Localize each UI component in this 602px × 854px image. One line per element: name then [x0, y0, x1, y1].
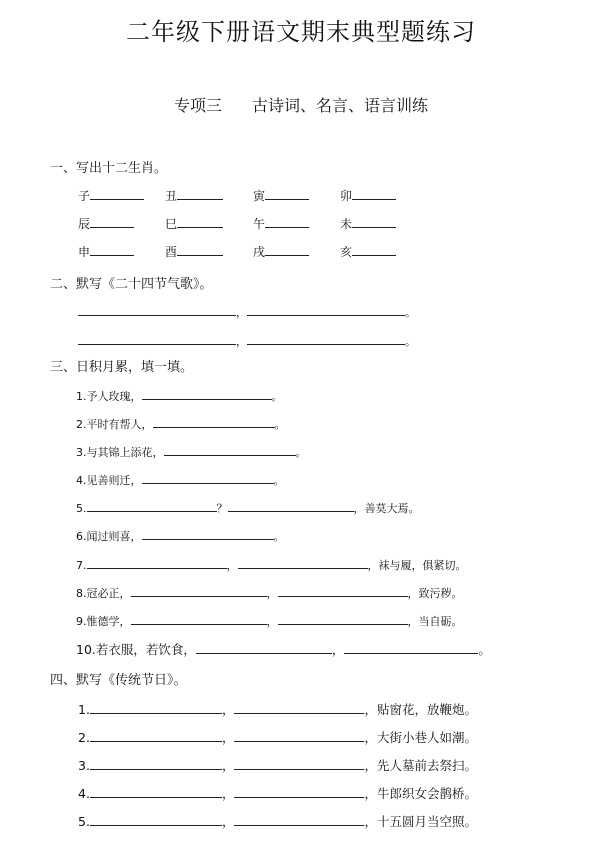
answer-blank[interactable]	[177, 187, 223, 200]
subtitle-part: 专项三	[173, 96, 222, 115]
answer-blank[interactable]	[344, 641, 478, 654]
answer-blank[interactable]	[234, 785, 364, 798]
zodiac-cell: 子	[78, 187, 144, 204]
zodiac-cell: 辰	[78, 215, 134, 232]
answer-blank[interactable]	[90, 701, 222, 714]
answer-blank[interactable]	[352, 187, 396, 200]
q4-item: 5. ， ，十五圆月当空照。	[78, 814, 477, 829]
answer-blank[interactable]	[90, 187, 144, 200]
zodiac-cell: 卯	[340, 187, 396, 204]
q4-item: 3. ， ，先人墓前去祭扫。	[78, 758, 477, 773]
q3-item: 10.若衣服，若饮食， ， 。	[76, 642, 491, 657]
zodiac-cell: 丑	[165, 187, 223, 204]
answer-blank[interactable]	[87, 499, 217, 512]
answer-blank[interactable]	[234, 757, 364, 770]
answer-blank[interactable]	[177, 215, 223, 228]
zodiac-cell: 申	[78, 243, 134, 260]
section-heading-3: 三、日积月累，填一填。	[50, 360, 194, 375]
answer-blank[interactable]	[142, 471, 274, 484]
subtitle-topic: 古诗词、名言、语言训练	[252, 96, 429, 115]
answer-blank[interactable]	[177, 243, 223, 256]
answer-blank[interactable]	[234, 729, 364, 742]
answer-blank[interactable]	[90, 757, 222, 770]
q3-item: 1.予人玫瑰， 。	[76, 387, 283, 404]
answer-blank[interactable]	[228, 499, 354, 512]
q3-item: 8.冠必正， ， ，致污秽。	[76, 584, 463, 601]
section-heading-1: 一、写出十二生肖。	[50, 161, 168, 176]
answer-blank[interactable]	[352, 243, 396, 256]
q4-item: 2. ， ，大街小巷人如潮。	[78, 730, 477, 745]
answer-blank[interactable]	[78, 332, 236, 345]
answer-blank[interactable]	[234, 701, 364, 714]
answer-blank[interactable]	[153, 415, 275, 428]
page-subtitle	[0, 93, 602, 116]
answer-blank[interactable]	[131, 584, 267, 597]
q3-item: 3.与其锦上添花， 。	[76, 443, 307, 460]
page-title: 二年级下册语文期末典型题练习	[126, 18, 476, 46]
song-line: ， 。	[78, 303, 416, 320]
zodiac-cell: 寅	[253, 187, 309, 204]
section-heading-4: 四、默写《传统节日》。	[50, 673, 187, 688]
q3-item: 6.闻过则喜， 。	[76, 527, 285, 544]
q3-item: 7. ， ，袜与履，俱紧切。	[76, 556, 467, 573]
answer-blank[interactable]	[278, 584, 408, 597]
answer-blank[interactable]	[265, 187, 309, 200]
answer-blank[interactable]	[247, 303, 405, 316]
answer-blank[interactable]	[90, 813, 222, 826]
zodiac-cell: 酉	[165, 243, 223, 260]
answer-blank[interactable]	[142, 527, 274, 540]
answer-blank[interactable]	[90, 785, 222, 798]
answer-blank[interactable]	[247, 332, 405, 345]
answer-blank[interactable]	[234, 813, 364, 826]
answer-blank[interactable]	[265, 243, 309, 256]
answer-blank[interactable]	[78, 303, 236, 316]
zodiac-cell: 亥	[340, 243, 396, 260]
answer-blank[interactable]	[265, 215, 309, 228]
answer-blank[interactable]	[90, 215, 134, 228]
zodiac-cell: 未	[340, 215, 396, 232]
zodiac-cell: 午	[253, 215, 309, 232]
answer-blank[interactable]	[278, 612, 408, 625]
answer-blank[interactable]	[90, 243, 134, 256]
answer-blank[interactable]	[131, 612, 267, 625]
answer-blank[interactable]	[196, 641, 332, 654]
q3-item: 5. ？ ，善莫大焉。	[76, 499, 420, 516]
answer-blank[interactable]	[164, 443, 296, 456]
answer-blank[interactable]	[90, 729, 222, 742]
answer-blank[interactable]	[238, 556, 368, 569]
answer-blank[interactable]	[142, 387, 272, 400]
q3-item: 4.见善则迁， 。	[76, 471, 285, 488]
zodiac-cell: 巳	[165, 215, 223, 232]
answer-blank[interactable]	[352, 215, 396, 228]
answer-blank[interactable]	[87, 556, 227, 569]
section-heading-2: 二、默写《二十四节气歌》。	[50, 277, 213, 292]
song-line: ， 。	[78, 332, 416, 349]
q4-item: 4. ， ，牛郎织女会鹊桥。	[78, 786, 477, 801]
q3-item: 9.惟德学， ， ，当自砺。	[76, 612, 463, 629]
q3-item: 2.平时有帮人， 。	[76, 415, 286, 432]
q4-item: 1. ， ，贴窗花，放鞭炮。	[78, 702, 477, 717]
zodiac-cell: 戌	[253, 243, 309, 260]
